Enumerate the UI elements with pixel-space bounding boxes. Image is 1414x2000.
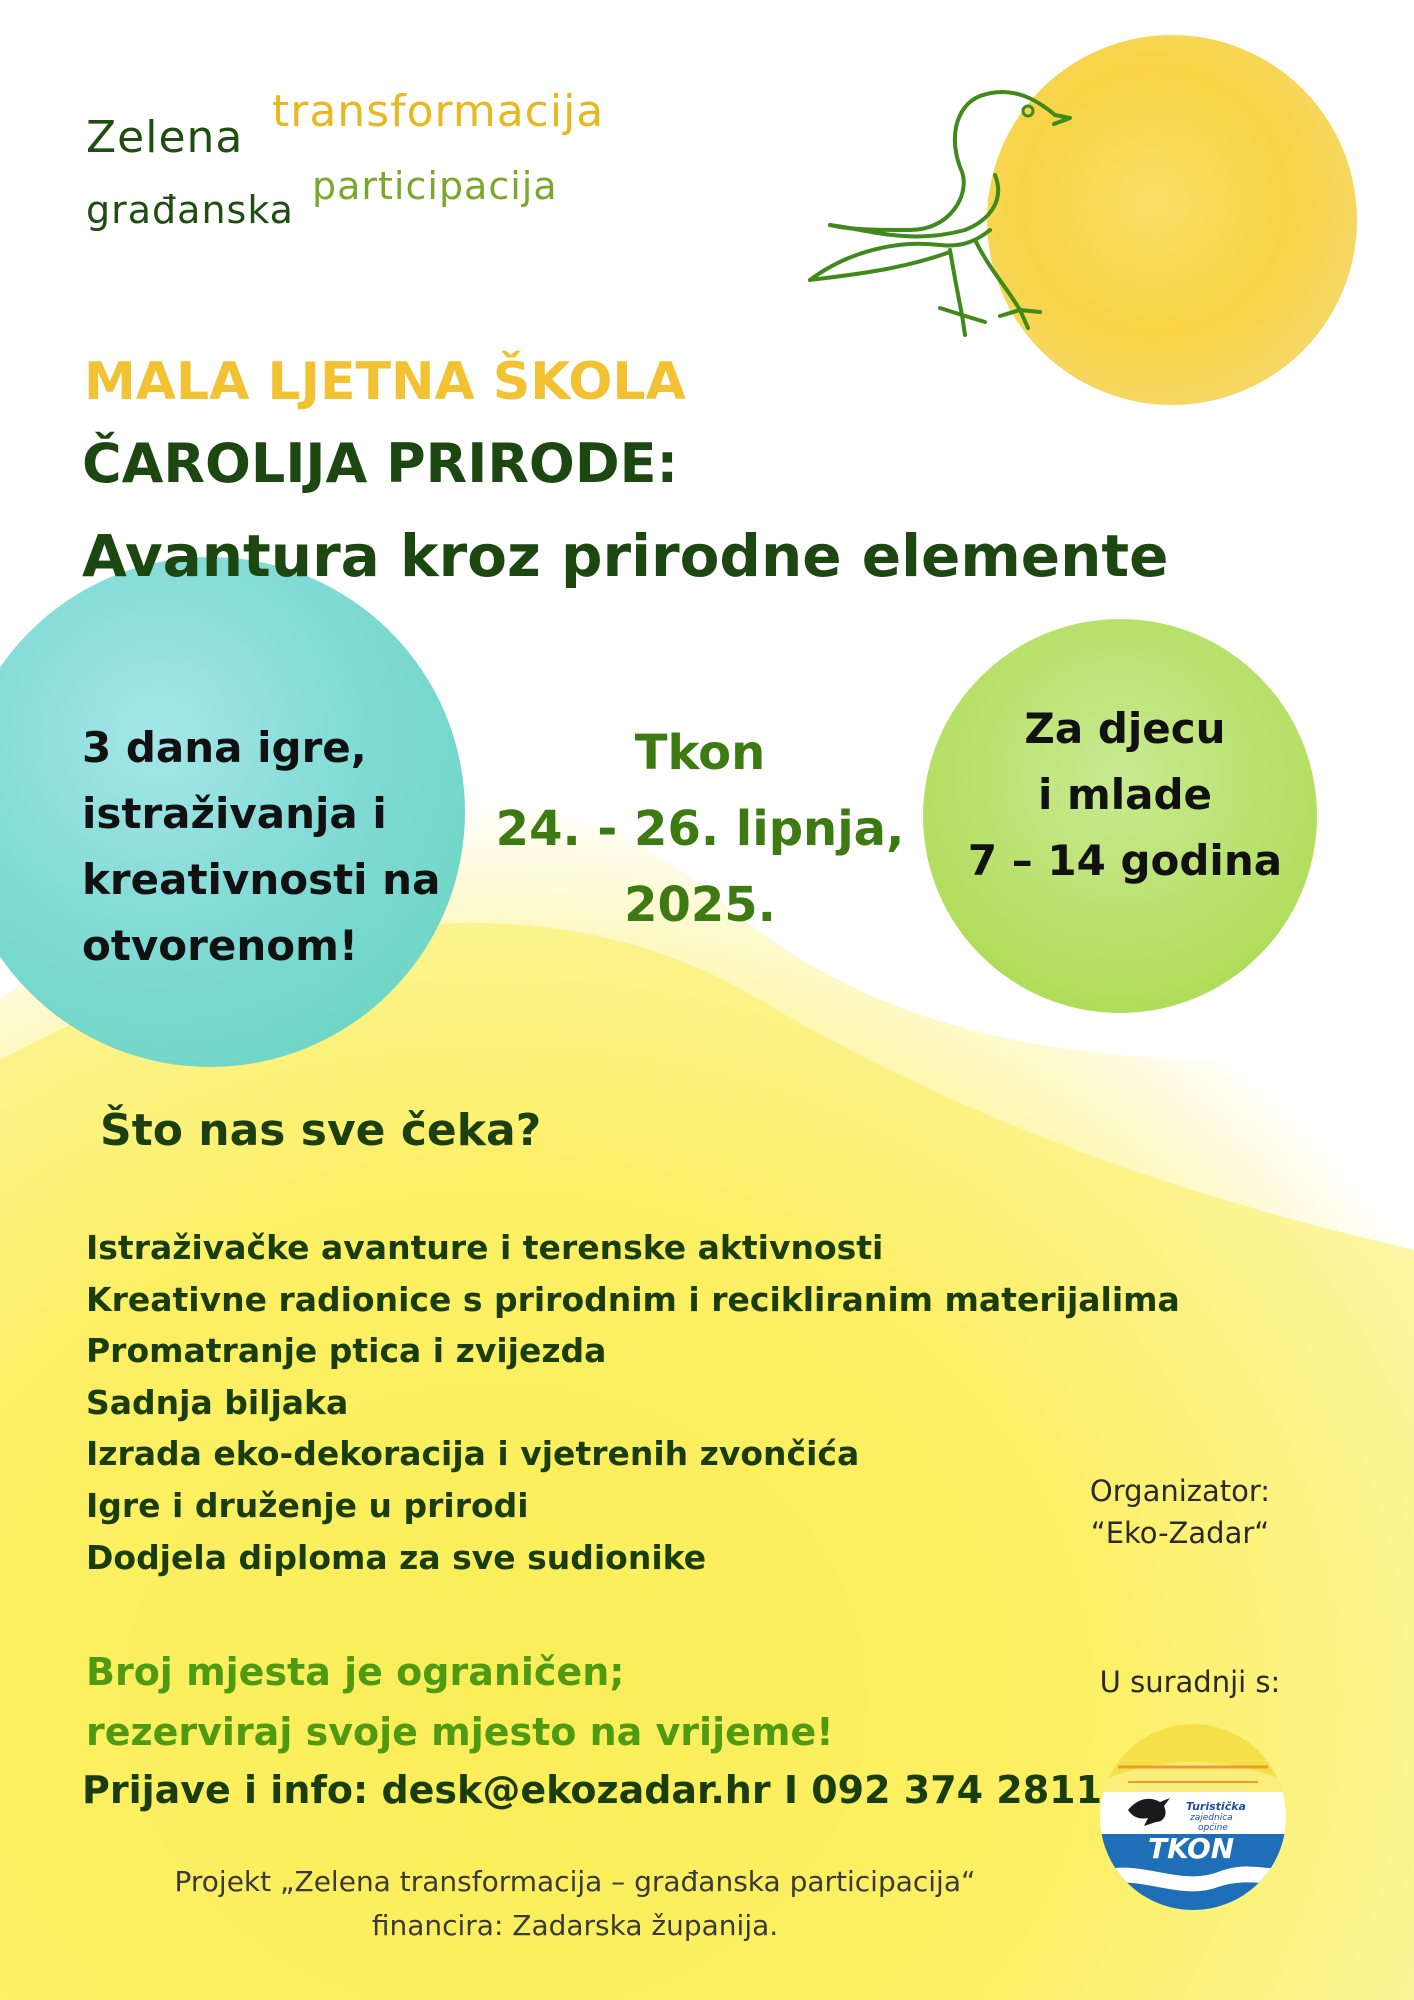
info-left-line: otvorenom! — [82, 921, 359, 970]
info-right-line: 7 – 14 godina — [967, 836, 1283, 885]
footer — [100, 1860, 1050, 1948]
tkon-logo — [1098, 1722, 1288, 1912]
footer-line: financira: Zadarska županija. — [371, 1909, 779, 1942]
info-center-line: 24. - 26. lipnja, — [495, 801, 905, 857]
list-item: Kreativne radionice s prirodnim i recikliranim materijalima — [86, 1279, 1180, 1319]
info-left-line: istraživanja i — [82, 789, 387, 838]
collaboration-label: U suradnji s: — [1099, 1665, 1281, 1699]
info-right-line: i mlade — [1037, 770, 1213, 819]
logo-word-participacija: participacija — [312, 164, 558, 208]
info-left-line: 3 dana igre, — [82, 723, 367, 772]
badge-small-3: općine — [1198, 1823, 1228, 1833]
title-line3: Avantura kroz prirodne elemente — [82, 522, 1169, 590]
list-item: Dodjela diploma za sve sudionike — [86, 1537, 707, 1577]
notice-line: Broj mjesta je ograničen; — [86, 1650, 625, 1694]
info-left-line: kreativnosti na — [82, 855, 441, 904]
info-center-line: 2025. — [624, 877, 776, 933]
list-item: Promatranje ptica i zvijezda — [86, 1331, 607, 1371]
info-center-line: Tkon — [634, 725, 766, 781]
limited-notice — [86, 1642, 834, 1762]
badge-small-2: zajednica — [1190, 1813, 1233, 1823]
info-right — [935, 696, 1315, 894]
list-item: Igre i druženje u prirodi — [86, 1485, 529, 1525]
activities-heading: Što nas sve čeka? — [100, 1105, 542, 1156]
badge-name: TKON — [1148, 1832, 1235, 1865]
organizer-label: Organizator: — [1089, 1474, 1271, 1508]
organizer-name: “Eko-Zadar“ — [1090, 1516, 1270, 1550]
info-center — [480, 715, 920, 943]
list-item: Sadnja biljaka — [86, 1382, 349, 1422]
logo-word-zelena: Zelena — [86, 112, 244, 163]
list-item: Istraživačke avanture i terenske aktivnosti — [86, 1228, 884, 1267]
bird-icon — [790, 80, 1090, 350]
activities-list — [86, 1222, 1180, 1583]
badge-small-1: Turistička — [1186, 1800, 1246, 1813]
organizer — [1070, 1470, 1290, 1554]
title-line2: ČAROLIJA PRIRODE: — [82, 432, 679, 495]
notice-line: rezerviraj svoje mjesto na vrijeme! — [86, 1710, 834, 1754]
info-right-line: Za djecu — [1024, 704, 1226, 753]
info-left — [82, 715, 462, 979]
list-item: Izrada eko-dekoracija i vjetrenih zvončića — [86, 1434, 860, 1474]
title-line1: MALA LJETNA ŠKOLA — [84, 352, 686, 412]
footer-line: Projekt „Zelena transformacija – građanska participacija“ — [174, 1865, 976, 1898]
contact-info: Prijave i info: desk@ekozadar.hr I 092 374 2811 — [82, 1768, 1103, 1812]
logo-word-transformacija: transformacija — [272, 86, 605, 137]
logo-word-gradanska: građanska — [86, 188, 294, 232]
